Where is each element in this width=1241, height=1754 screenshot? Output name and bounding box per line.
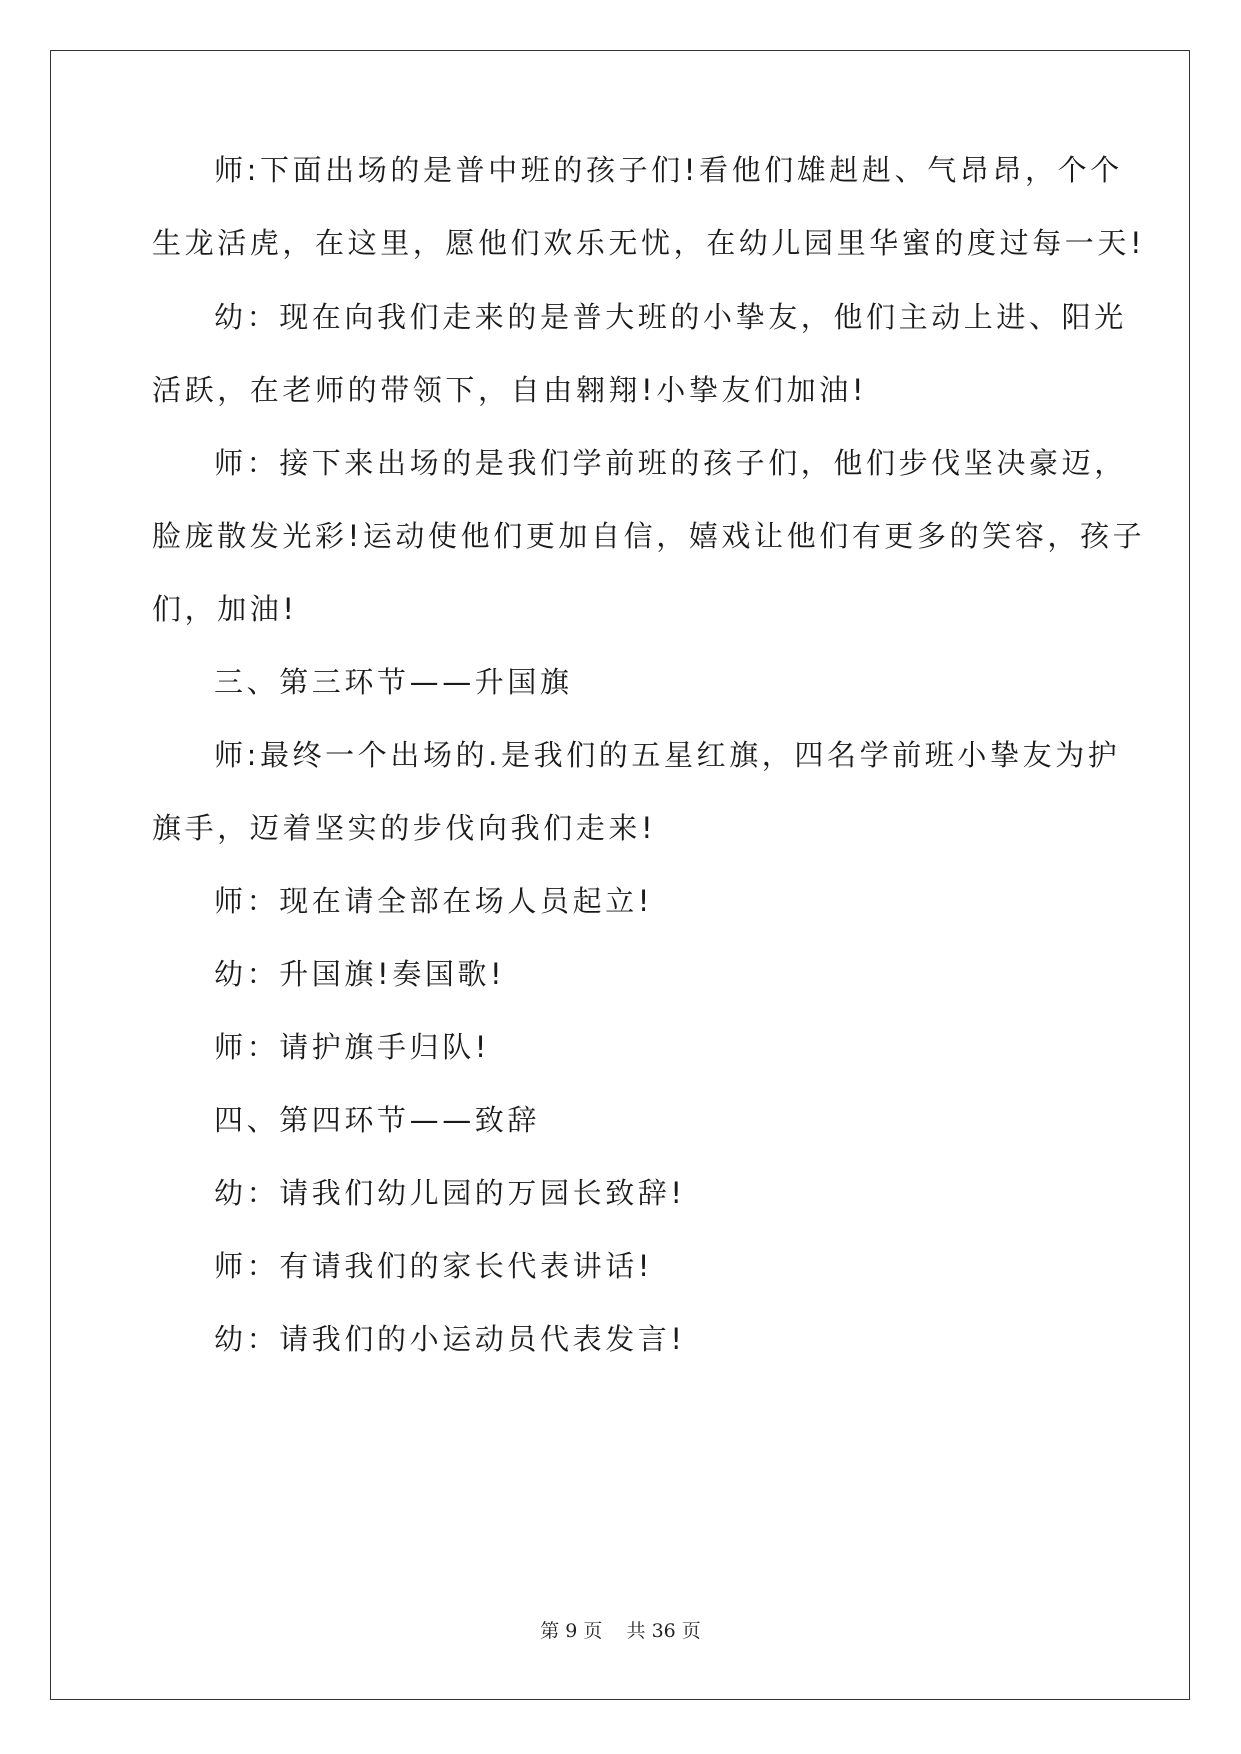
text-line: 师:最终一个出场的.是我们的五星红旗，四名学前班小挚友为护 (214, 738, 1121, 772)
text-line: 幼：请我们的小运动员代表发言! (214, 1322, 686, 1356)
text-line: 师：请护旗手归队! (214, 1030, 491, 1064)
text-line: 幼：现在向我们走来的是普大班的小挚友，他们主动上进、阳光 (214, 300, 1127, 334)
text-line: 脸庞散发光彩!运动使他们更加自信，嬉戏让他们有更多的笑容，孩子 (152, 519, 1146, 553)
text-line: 们，加油! (152, 592, 298, 626)
text-line: 幼：请我们幼儿园的万园长致辞! (214, 1176, 686, 1210)
text-line: 师:下面出场的是普中班的孩子们!看他们雄赳赳、气昂昂，个个 (214, 153, 1123, 187)
text-line: 师：有请我们的家长代表讲话! (214, 1249, 654, 1283)
text-line: 生龙活虎，在这里，愿他们欢乐无忧，在幼儿园里华蜜的度过每一天! (152, 226, 1146, 260)
text-line: 师：接下来出场的是我们学前班的孩子们，他们步伐坚决豪迈， (214, 446, 1127, 480)
section-heading: 三、第三环节——升国旗 (214, 665, 573, 699)
text-line: 活跃，在老师的带领下，自由翱翔!小挚友们加油! (152, 373, 868, 407)
page-number-footer: 第 9 页 共 36 页 (540, 1620, 701, 1642)
text-line: 幼：升国旗!奏国歌! (214, 957, 506, 991)
section-heading: 四、第四环节——致辞 (214, 1103, 541, 1137)
text-line: 旗手，迈着坚实的步伐向我们走来! (152, 811, 657, 845)
text-line: 师：现在请全部在场人员起立! (214, 884, 654, 918)
